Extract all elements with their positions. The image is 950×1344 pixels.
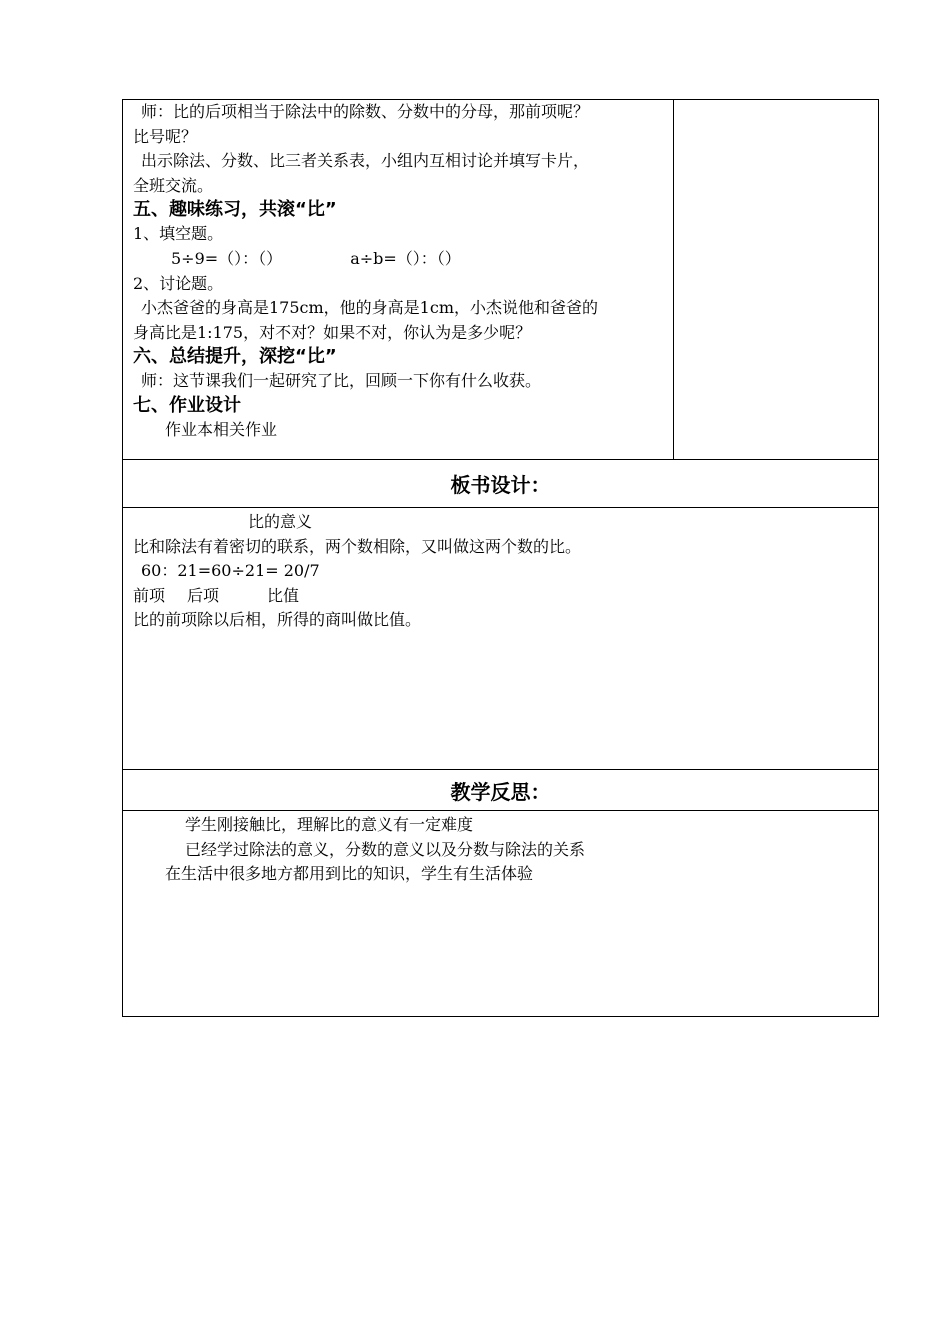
section-heading: 七、作业设计 (133, 394, 241, 416)
term-ratio: 比值 (267, 585, 300, 605)
teacher-question-line: 师：比的后项相当于除法中的除数、分数中的分母，那前项呢？ (141, 102, 590, 121)
board-formula: 60：21=60÷21= 20/7 (141, 561, 320, 581)
board-subtitle: 比的意义 (248, 512, 313, 531)
exercise-label: 1、填空题。 (133, 224, 224, 244)
board-line: 比和除法有着密切的联系，两个数相除，又叫做这两个数的比。 (133, 536, 582, 556)
lesson-process-row (123, 100, 878, 460)
homework-line: 作业本相关作业 (165, 419, 278, 439)
reflection-cell (123, 811, 878, 1016)
exercise-label: 2、讨论题。 (133, 273, 224, 293)
reflection-title: 教学反思： (123, 770, 878, 811)
discussion-line: 身高比是1:175，对不对？如果不对，你认为是多少呢？ (133, 322, 532, 342)
fill-blank-b: a÷b=（）：（） (350, 248, 461, 268)
lesson-plan-table (122, 99, 879, 1017)
board-design-cell (123, 508, 878, 770)
activity-line: 全班交流。 (133, 175, 214, 195)
term-back: 后项 (187, 585, 220, 605)
fill-blank-a: 5÷9=（）：（） (171, 248, 283, 268)
fill-blank-exercise (133, 247, 673, 272)
discussion-line: 小杰爸爸的身高是175cm，他的身高是1cm，小杰说他和爸爸的 (141, 298, 598, 318)
board-terms (133, 584, 878, 609)
reflection-line: 在生活中很多地方都用到比的知识，学生有生活体验 (165, 864, 534, 884)
notes-cell (674, 100, 878, 459)
section-heading: 五、趣味练习，共滚“比” (133, 199, 337, 221)
section-heading: 六、总结提升，深挖“比” (133, 346, 337, 368)
reflection-line: 学生刚接触比，理解比的意义有一定难度 (185, 815, 474, 834)
term-front: 前项 (133, 585, 166, 605)
teacher-question-line: 比号呢？ (133, 126, 198, 146)
summary-line: 师：这节课我们一起研究了比，回顾一下你有什么收获。 (141, 371, 542, 391)
board-line: 比的前项除以后相，所得的商叫做比值。 (133, 610, 422, 630)
lesson-process-cell (123, 100, 674, 459)
board-design-title: 板书设计： (123, 460, 878, 508)
reflection-line: 已经学过除法的意义，分数的意义以及分数与除法的关系 (185, 839, 586, 859)
activity-line: 出示除法、分数、比三者关系表，小组内互相讨论并填写卡片， (141, 151, 590, 171)
